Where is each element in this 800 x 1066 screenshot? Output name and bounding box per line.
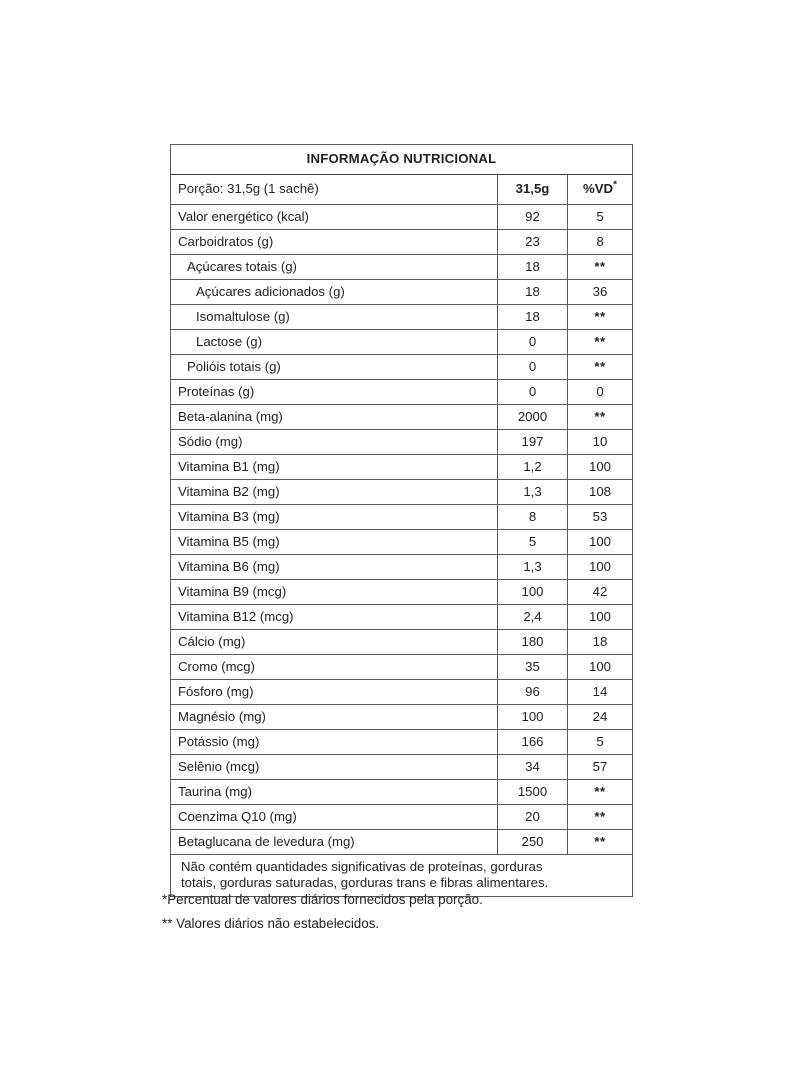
nutrient-name: Potássio (mg) (171, 730, 498, 755)
nutrition-label (170, 144, 632, 897)
nutrient-daily-value: ** (568, 405, 633, 430)
nutrient-daily-value: 14 (568, 680, 633, 705)
table-row (171, 455, 633, 480)
nutrient-name: Vitamina B1 (mg) (171, 455, 498, 480)
table-row (171, 605, 633, 630)
nutrient-name: Betaglucana de levedura (mg) (171, 830, 498, 855)
nutrient-daily-value: 100 (568, 605, 633, 630)
nutrient-amount: 0 (498, 330, 568, 355)
nutrient-amount: 0 (498, 380, 568, 405)
table-row (171, 330, 633, 355)
table-row (171, 780, 633, 805)
nutrient-daily-value: ** (568, 305, 633, 330)
nutrient-name: Vitamina B2 (mg) (171, 480, 498, 505)
nutrient-daily-value: 24 (568, 705, 633, 730)
nutrient-amount: 100 (498, 580, 568, 605)
table-row (171, 405, 633, 430)
nutrient-amount: 0 (498, 355, 568, 380)
column-header-value: 31,5g (498, 175, 568, 205)
nutrient-name: Açúcares totais (g) (171, 255, 498, 280)
table-row (171, 280, 633, 305)
nutrient-name: Vitamina B5 (mg) (171, 530, 498, 555)
table-row (171, 730, 633, 755)
table-row (171, 355, 633, 380)
nutrient-daily-value: 5 (568, 730, 633, 755)
table-row (171, 630, 633, 655)
nutrient-amount: 18 (498, 280, 568, 305)
nutrient-daily-value: 100 (568, 555, 633, 580)
nutrient-daily-value: ** (568, 830, 633, 855)
table-row (171, 580, 633, 605)
nutrition-facts-table (170, 144, 633, 897)
nutrient-amount: 8 (498, 505, 568, 530)
nutrient-amount: 180 (498, 630, 568, 655)
table-row (171, 555, 633, 580)
label-footnotes (162, 893, 642, 931)
portion-label: Porção: 31,5g (1 sachê) (171, 175, 498, 205)
footnote-percent-daily-values: *Percentual de valores diários fornecidos pela porção. (162, 892, 483, 907)
vd-text: %VD (583, 181, 614, 197)
nutrient-amount: 1,2 (498, 455, 568, 480)
nutrient-daily-value: ** (568, 330, 633, 355)
nutrient-amount: 166 (498, 730, 568, 755)
nutrient-name: Sódio (mg) (171, 430, 498, 455)
nutrient-daily-value: 53 (568, 505, 633, 530)
nutrient-amount: 5 (498, 530, 568, 555)
nutrient-amount: 197 (498, 430, 568, 455)
table-row (171, 480, 633, 505)
nutrient-amount: 34 (498, 755, 568, 780)
nutrient-name: Polióis totais (g) (171, 355, 498, 380)
nutrient-name: Açúcares adicionados (g) (171, 280, 498, 305)
vd-asterisk: * (613, 179, 617, 191)
nutrient-amount: 35 (498, 655, 568, 680)
table-row (171, 530, 633, 555)
footer-line-1: Não contém quantidades significativas de proteínas, gorduras (181, 859, 543, 874)
nutrient-daily-value: 10 (568, 430, 633, 455)
nutrient-daily-value: 57 (568, 755, 633, 780)
nutrient-daily-value: ** (568, 780, 633, 805)
nutrient-name: Selênio (mcg) (171, 755, 498, 780)
title-row (171, 145, 633, 175)
nutrient-amount: 1500 (498, 780, 568, 805)
nutrient-daily-value: 100 (568, 530, 633, 555)
footer-note-row (171, 855, 633, 897)
nutrient-name: Vitamina B9 (mcg) (171, 580, 498, 605)
nutrient-amount: 100 (498, 705, 568, 730)
nutrient-amount: 250 (498, 830, 568, 855)
nutrient-name: Vitamina B6 (mg) (171, 555, 498, 580)
column-header-vd (568, 175, 633, 205)
nutrient-daily-value: ** (568, 805, 633, 830)
table-row (171, 680, 633, 705)
table-row (171, 655, 633, 680)
nutrient-name: Magnésio (mg) (171, 705, 498, 730)
nutrient-amount: 96 (498, 680, 568, 705)
nutrient-name: Vitamina B3 (mg) (171, 505, 498, 530)
nutrient-amount: 1,3 (498, 480, 568, 505)
footer-disclaimer (171, 855, 633, 897)
table-row (171, 305, 633, 330)
nutrient-amount: 18 (498, 305, 568, 330)
nutrition-table-body (171, 145, 633, 897)
table-row (171, 430, 633, 455)
nutrient-amount: 18 (498, 255, 568, 280)
nutrient-name: Vitamina B12 (mcg) (171, 605, 498, 630)
nutrient-name: Proteínas (g) (171, 380, 498, 405)
nutrient-name: Carboidratos (g) (171, 230, 498, 255)
table-row (171, 380, 633, 405)
nutrient-daily-value: 100 (568, 655, 633, 680)
nutrient-amount: 92 (498, 205, 568, 230)
nutrient-daily-value: 0 (568, 380, 633, 405)
portion-header-row (171, 175, 633, 205)
nutrient-amount: 20 (498, 805, 568, 830)
table-row (171, 230, 633, 255)
nutrient-daily-value: 100 (568, 455, 633, 480)
label-title: INFORMAÇÃO NUTRICIONAL (171, 145, 633, 175)
nutrient-name: Isomaltulose (g) (171, 305, 498, 330)
table-row (171, 505, 633, 530)
nutrient-amount: 23 (498, 230, 568, 255)
nutrient-name: Valor energético (kcal) (171, 205, 498, 230)
nutrient-amount: 2000 (498, 405, 568, 430)
nutrient-daily-value: 108 (568, 480, 633, 505)
nutrient-amount: 2,4 (498, 605, 568, 630)
nutrient-name: Beta-alanina (mg) (171, 405, 498, 430)
nutrient-daily-value: 8 (568, 230, 633, 255)
footnote-not-established: ** Valores diários não estabelecidos. (162, 916, 380, 932)
nutrient-amount: 1,3 (498, 555, 568, 580)
table-row (171, 205, 633, 230)
nutrient-daily-value: ** (568, 255, 633, 280)
nutrient-name: Coenzima Q10 (mg) (171, 805, 498, 830)
nutrient-name: Cálcio (mg) (171, 630, 498, 655)
nutrient-name: Taurina (mg) (171, 780, 498, 805)
nutrient-name: Lactose (g) (171, 330, 498, 355)
table-row (171, 255, 633, 280)
table-row (171, 830, 633, 855)
nutrient-daily-value: 18 (568, 630, 633, 655)
nutrient-daily-value: 36 (568, 280, 633, 305)
table-row (171, 805, 633, 830)
nutrient-daily-value: 42 (568, 580, 633, 605)
table-row (171, 755, 633, 780)
footer-line-2: totais, gorduras saturadas, gorduras trans e fibras alimentares. (181, 874, 549, 890)
nutrient-name: Fósforo (mg) (171, 680, 498, 705)
table-row (171, 705, 633, 730)
nutrient-daily-value: 5 (568, 205, 633, 230)
nutrient-daily-value: ** (568, 355, 633, 380)
nutrient-name: Cromo (mcg) (171, 655, 498, 680)
